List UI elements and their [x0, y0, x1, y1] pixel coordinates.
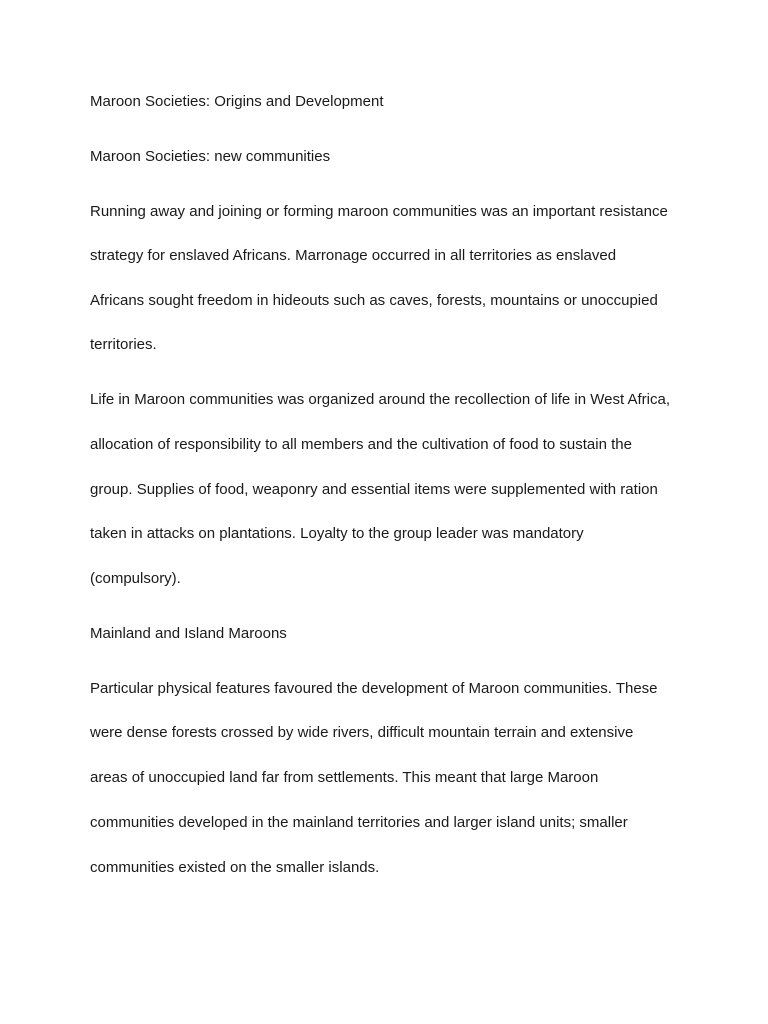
paragraph-line: territories.: [90, 336, 157, 353]
document-heading-mainland-island: Mainland and Island Maroons: [90, 625, 287, 642]
paragraph-line: taken in attacks on plantations. Loyalty to the group leader was mandatory: [90, 525, 584, 542]
paragraph-line: Africans sought freedom in hideouts such as caves, forests, mountains or unoccupied: [90, 292, 658, 309]
paragraph-line: Particular physical features favoured the development of Maroon communities. These: [90, 680, 658, 697]
paragraph-line: Running away and joining or forming maroon communities was an important resistance: [90, 203, 668, 220]
paragraph-line: areas of unoccupied land far from settlements. This meant that large Maroon: [90, 769, 599, 786]
paragraph-line: Life in Maroon communities was organized around the recollection of life in West Africa,: [90, 391, 671, 408]
paragraph-line: allocation of responsibility to all members and the cultivation of food to sustain the: [90, 436, 632, 453]
paragraph-line: group. Supplies of food, weaponry and essential items were supplemented with ration: [90, 481, 658, 498]
paragraph-line: strategy for enslaved Africans. Marronage occurred in all territories as enslaved: [90, 247, 617, 264]
paragraph-line: (compulsory).: [90, 570, 181, 587]
paragraph-line: were dense forests crossed by wide rivers, difficult mountain terrain and extensive: [90, 724, 634, 741]
paragraph-line: communities existed on the smaller islands.: [90, 859, 380, 876]
document-heading-new-communities: Maroon Societies: new communities: [90, 148, 331, 165]
document-heading-origins: Maroon Societies: Origins and Development: [90, 93, 384, 110]
paragraph-line: communities developed in the mainland territories and larger island units; smaller: [90, 814, 628, 831]
